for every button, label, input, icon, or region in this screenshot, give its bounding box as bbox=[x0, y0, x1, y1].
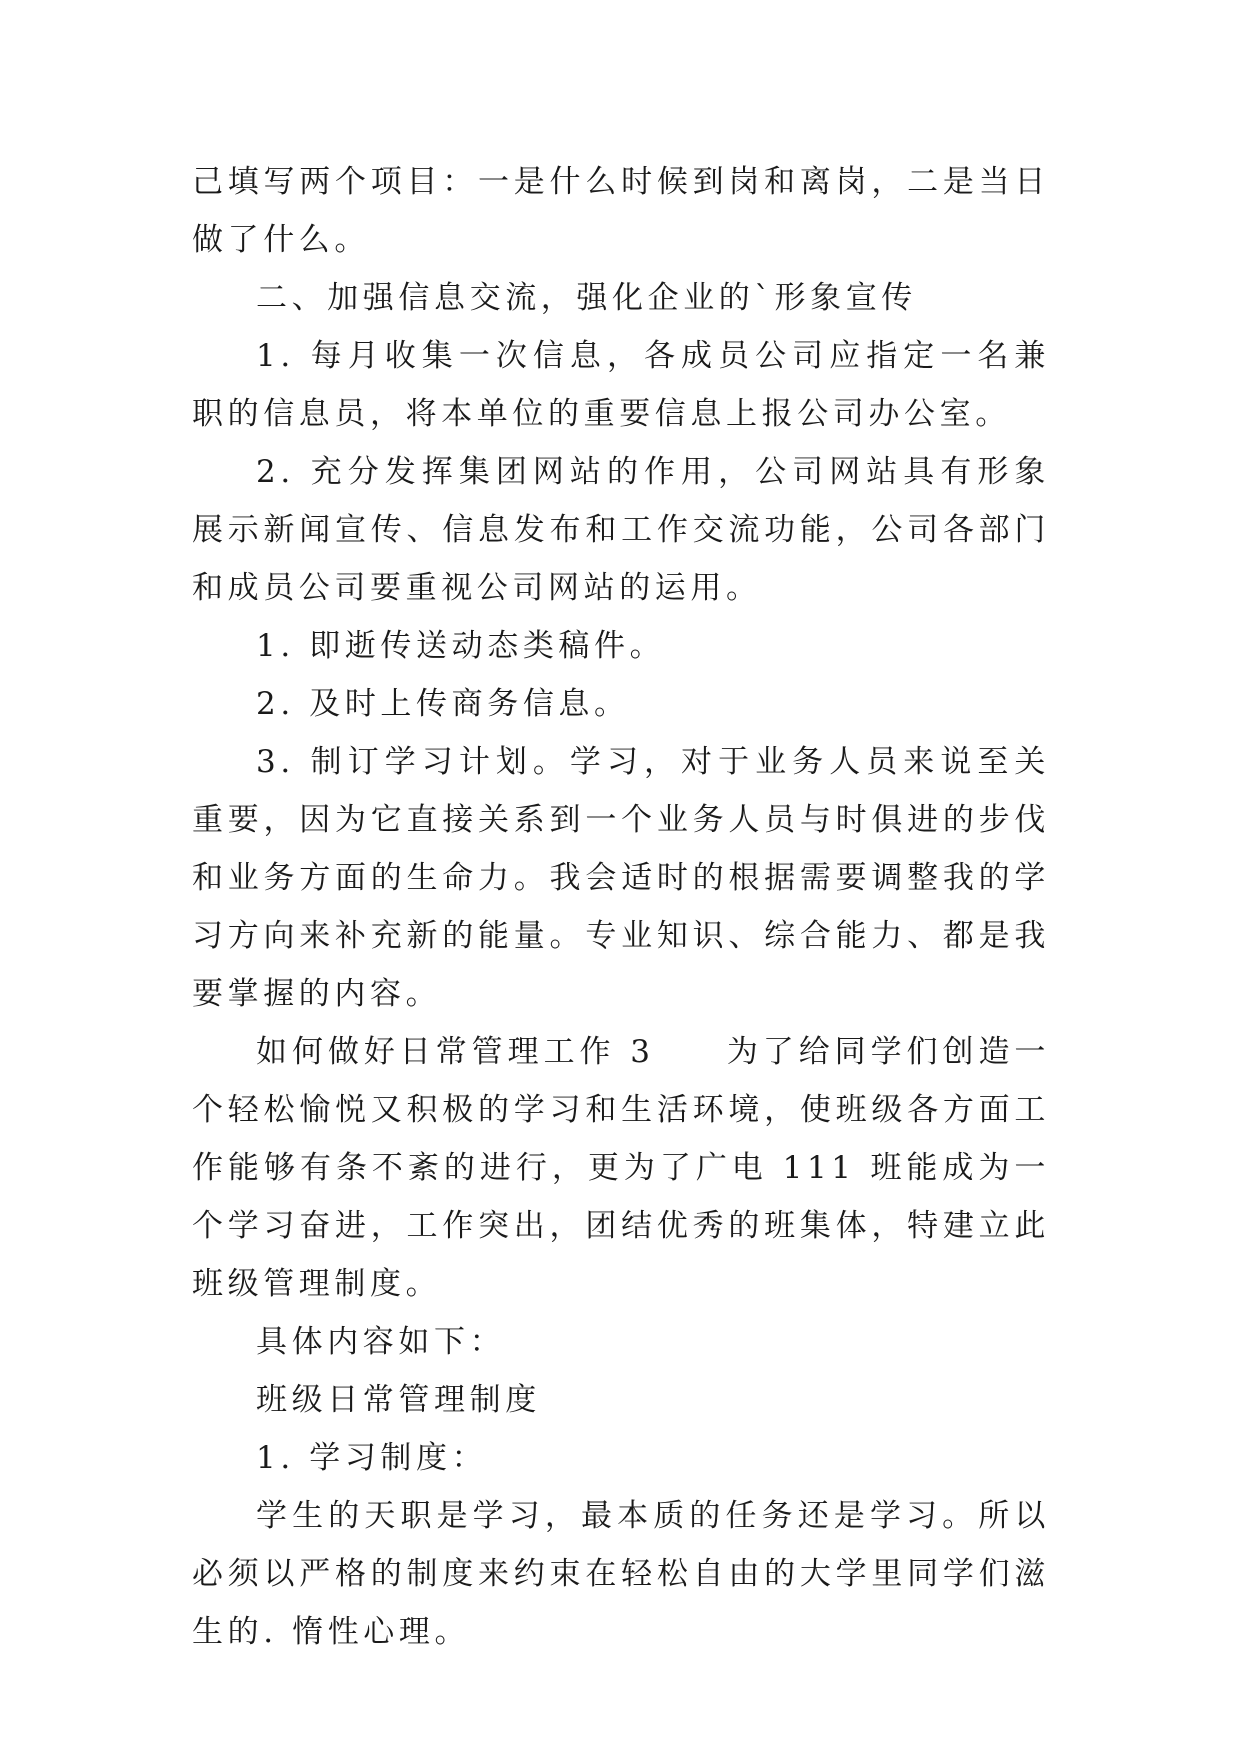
paragraph: 1. 每月收集一次信息，各成员公司应指定一名兼职的信息员，将本单位的重要信息上报公司办公室。 bbox=[192, 338, 1050, 432]
paragraph: 2. 及时上传商务信息。 bbox=[256, 686, 630, 722]
paragraph: 如何做好日常管理工作 3 为了给同学们创造一个轻松愉悦又积极的学习和生活环境，使班级各方面工作能够有条不紊的进行，更为了广电 111 班能成为一个学习奋进，工作突出，团结优秀的班集体，特建立此班级管理制度。 bbox=[192, 1034, 1050, 1302]
paragraph: 2. 充分发挥集团网站的作用，公司网站具有形象展示新闻宣传、信息发布和工作交流功能，公司各部门和成员公司要重视公司网站的运用。 bbox=[192, 454, 1050, 606]
paragraph: 己填写两个项目：一是什么时候到岗和离岗，二是当日做了什么。 bbox=[192, 164, 1050, 258]
paragraph: 1. 即逝传送动态类稿件。 bbox=[256, 628, 666, 664]
section-heading: 班级日常管理制度 bbox=[256, 1382, 541, 1418]
paragraph: 1. 学习制度： bbox=[256, 1440, 488, 1476]
paragraph: 学生的天职是学习，最本质的任务还是学习。所以必须以严格的制度来约束在轻松自由的大学里同学们滋生的. 惰性心理。 bbox=[192, 1498, 1050, 1650]
document-body bbox=[192, 153, 1050, 1661]
paragraph: 3. 制订学习计划。学习，对于业务人员来说至关重要，因为它直接关系到一个业务人员与时俱进的步伐和业务方面的生命力。我会适时的根据需要调整我的学习方向来补充新的能量。专业知识、综合能力、都是我要掌握的内容。 bbox=[192, 744, 1050, 1012]
paragraph: 具体内容如下： bbox=[256, 1324, 506, 1360]
section-heading: 二、加强信息交流，强化企业的`形象宣传 bbox=[256, 280, 917, 316]
